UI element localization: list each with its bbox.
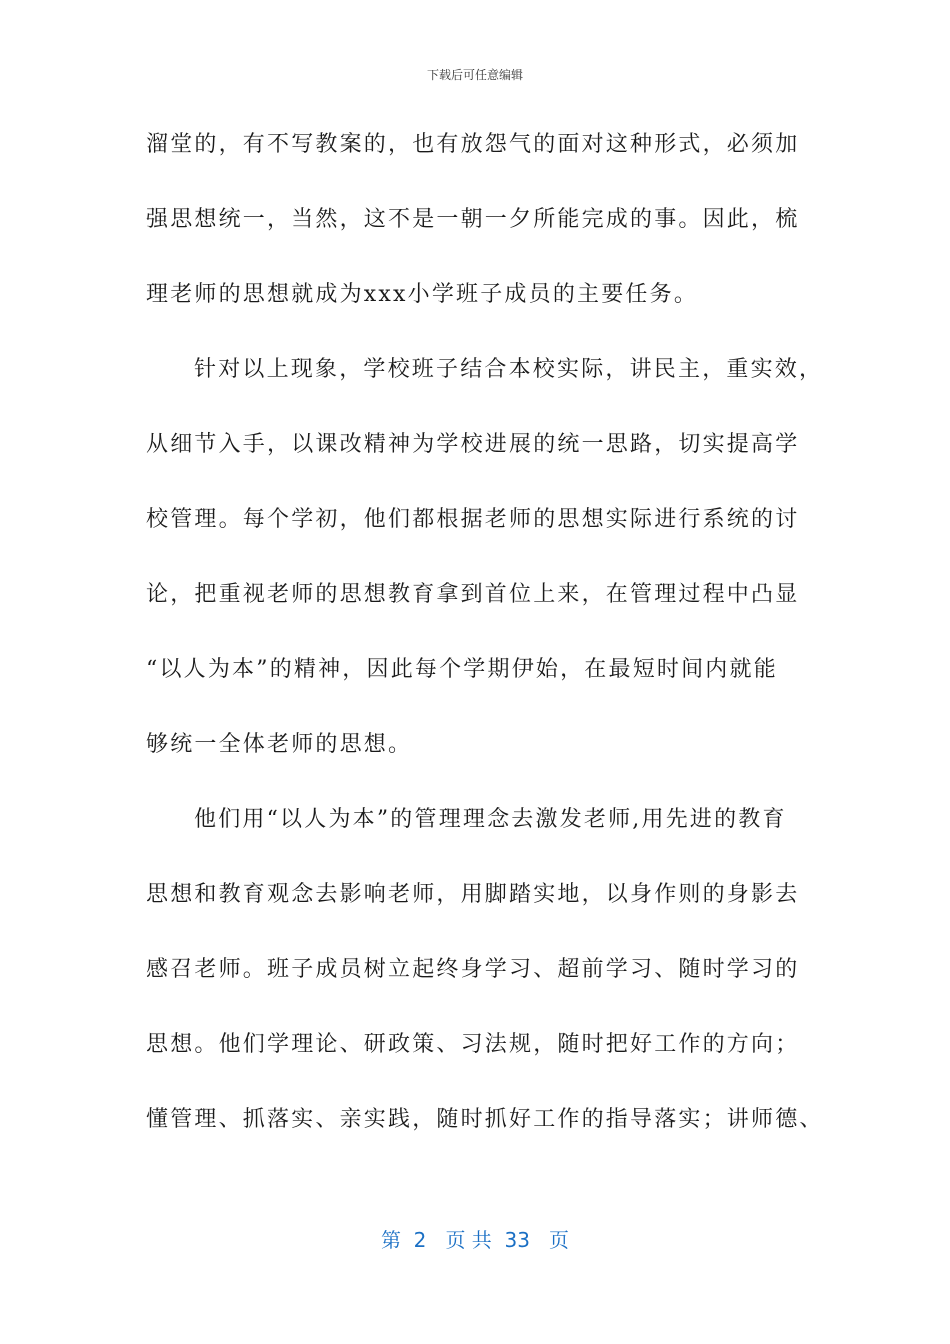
text-line: 理老师的思想就成为xxx小学班子成员的主要任务。	[146, 282, 699, 307]
document-body	[146, 120, 824, 1170]
text-line: 懂管理、抓落实、亲实践，随时抓好工作的指导落实；讲师德、	[146, 1107, 824, 1132]
page-number-footer: 第 2 页 共 33 页	[380, 1228, 570, 1252]
text-line: 思想。他们学理论、研政策、习法规，随时把好工作的方向；	[146, 1032, 800, 1057]
text-line: 够统一全体老师的思想。	[146, 732, 413, 757]
text-line: “以人为本”的精神，因此每个学期伊始，在最短时间内就能	[146, 657, 778, 682]
text-line: 论，把重视老师的思想教育拿到首位上来，在管理过程中凸显	[146, 582, 800, 607]
text-line: 思想和教育观念去影响老师，用脚踏实地，以身作则的身影去	[146, 882, 800, 907]
page-header: 下载后可任意编辑	[426, 68, 523, 82]
paragraph-start-line: 他们用“以人为本”的管理理念去激发老师,用先进的教育	[194, 807, 787, 832]
text-line: 感召老师。班子成员树立起终身学习、超前学习、随时学习的	[146, 957, 800, 982]
text-line: 强思想统一，当然，这不是一朝一夕所能完成的事。因此，梳	[146, 207, 800, 232]
text-line: 校管理。每个学初，他们都根据老师的思想实际进行系统的讨	[146, 507, 800, 532]
text-line: 溜堂的，有不写教案的，也有放怨气的面对这种形式，必须加	[146, 132, 800, 157]
paragraph-start-line: 针对以上现象，学校班子结合本校实际，讲民主，重实效，	[194, 357, 824, 382]
text-line: 从细节入手，以课改精神为学校进展的统一思路，切实提高学	[146, 432, 800, 457]
